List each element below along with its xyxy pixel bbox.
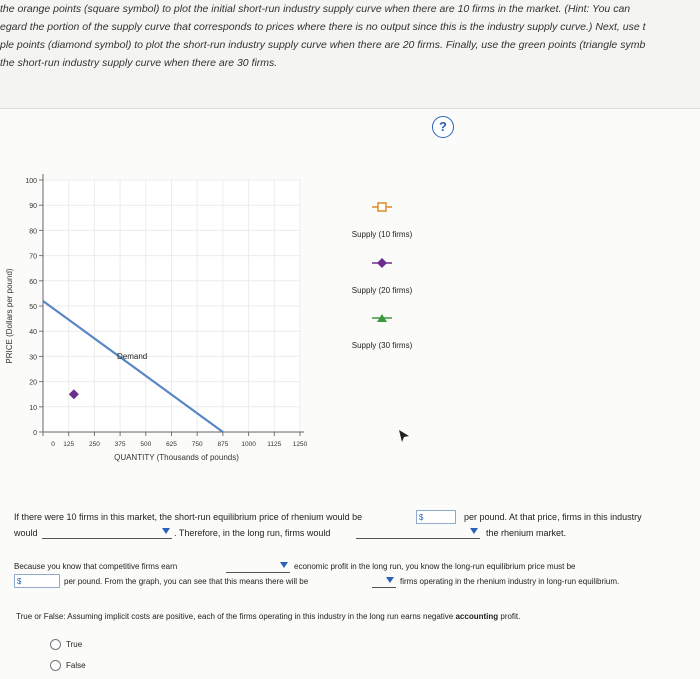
chevron-down-icon <box>470 528 478 534</box>
q2-profit-dropdown[interactable] <box>226 560 290 573</box>
y-tick-label: 30 <box>29 354 37 362</box>
legend-label: Supply (30 firms) <box>351 341 413 350</box>
chevron-down-icon <box>162 528 170 534</box>
q1-entry-dropdown[interactable] <box>356 526 480 539</box>
help-button[interactable]: ? <box>432 116 454 138</box>
y-tick-label: 60 <box>29 278 37 286</box>
x-tick-label: 250 <box>88 441 100 448</box>
instruction-line-2: egard the portion of the supply curve that corresponds to prices where there is no output since this is the industry supply curve.) Next, use t <box>0 21 646 33</box>
instruction-line-1: the orange points (square symbol) to plot the initial short-run industry supply curve when there are 10 firms in the market. (Hint: You can <box>0 3 631 15</box>
x-tick-label: 1250 <box>292 441 308 448</box>
x-axis-label: QUANTITY (Thousands of pounds) <box>114 453 239 462</box>
legend-label: Supply (20 firms) <box>351 286 413 295</box>
y-axis-label: PRICE (Dollars per pound) <box>5 268 14 364</box>
q2-firms-dropdown[interactable] <box>372 575 396 588</box>
x-tick-label: 1125 <box>267 441 282 448</box>
supply-demand-graph[interactable] <box>0 160 700 470</box>
q3-bold: accounting <box>455 612 499 621</box>
y-tick-label: 100 <box>25 178 37 185</box>
q1-price-input[interactable] <box>416 510 456 524</box>
instruction-line-3: ple points (diamond symbol) to plot the short-run industry supply curve when there are 20 firms. Finally, use the green points (triangle symb <box>0 39 646 51</box>
chevron-down-icon <box>386 577 394 583</box>
y-tick-label: 90 <box>29 203 37 211</box>
q2-text-a: Because you know that competitive firms earn <box>14 562 178 571</box>
q3-suffix: profit. <box>498 612 521 621</box>
false-label: False <box>66 661 86 670</box>
q1-text-c: would <box>14 528 38 538</box>
y-tick-label: 10 <box>29 404 37 412</box>
x-tick-label: 625 <box>166 441 177 448</box>
false-radio[interactable] <box>50 660 61 671</box>
legend-diamond-icon <box>377 258 387 268</box>
x-tick-label: 375 <box>114 441 126 448</box>
x-tick-label: 875 <box>217 441 229 448</box>
q1-text-d: . Therefore, in the long run, firms would <box>174 528 331 538</box>
q2-text-d: firms operating in the rhenium industry in long-run equilibrium. <box>400 577 620 586</box>
instruction-line-4: the short-run industry supply curve when there are 30 firms. <box>0 57 278 69</box>
q1-text-b: per pound. At that price, firms in this industry <box>464 512 642 522</box>
chevron-down-icon <box>280 562 288 568</box>
x-tick-label: 0 <box>51 441 55 448</box>
y-tick-label: 40 <box>29 329 37 337</box>
y-tick-label: 50 <box>29 304 37 311</box>
y-tick-label: 80 <box>29 228 37 236</box>
q1-profit-dropdown[interactable] <box>42 526 172 539</box>
q2-text-b: economic profit in the long run, you know the long-run equilibrium price must be <box>294 562 576 571</box>
q2-price-input[interactable] <box>14 574 60 588</box>
x-tick-label: 500 <box>140 441 152 448</box>
cursor-icon <box>399 430 409 442</box>
q3-question <box>16 612 520 621</box>
currency-sign: $ <box>17 577 22 586</box>
y-tick-label: 0 <box>33 430 37 437</box>
legend-square-icon <box>378 203 386 211</box>
q2-text-c: per pound. From the graph, you can see that this means there will be <box>64 577 309 586</box>
true-label: True <box>66 640 83 649</box>
y-tick-label: 70 <box>29 253 37 261</box>
true-radio[interactable] <box>50 639 61 650</box>
legend-label: Supply (10 firms) <box>351 230 413 239</box>
x-tick-label: 750 <box>191 441 203 448</box>
q1-text-e: the rhenium market. <box>486 528 567 538</box>
demand-label: Demand <box>117 351 148 361</box>
x-tick-label: 125 <box>63 441 75 448</box>
currency-sign: $ <box>419 513 424 522</box>
y-tick-label: 20 <box>29 379 37 387</box>
x-tick-label: 1000 <box>241 441 256 448</box>
q3-prefix: True or False: Assuming implicit costs are positive, each of the firms operating in this industry in the long run earns negative <box>16 612 456 621</box>
instructions <box>0 0 700 72</box>
q1-text-a: If there were 10 firms in this market, the short-run equilibrium price of rhenium would be <box>14 512 363 522</box>
